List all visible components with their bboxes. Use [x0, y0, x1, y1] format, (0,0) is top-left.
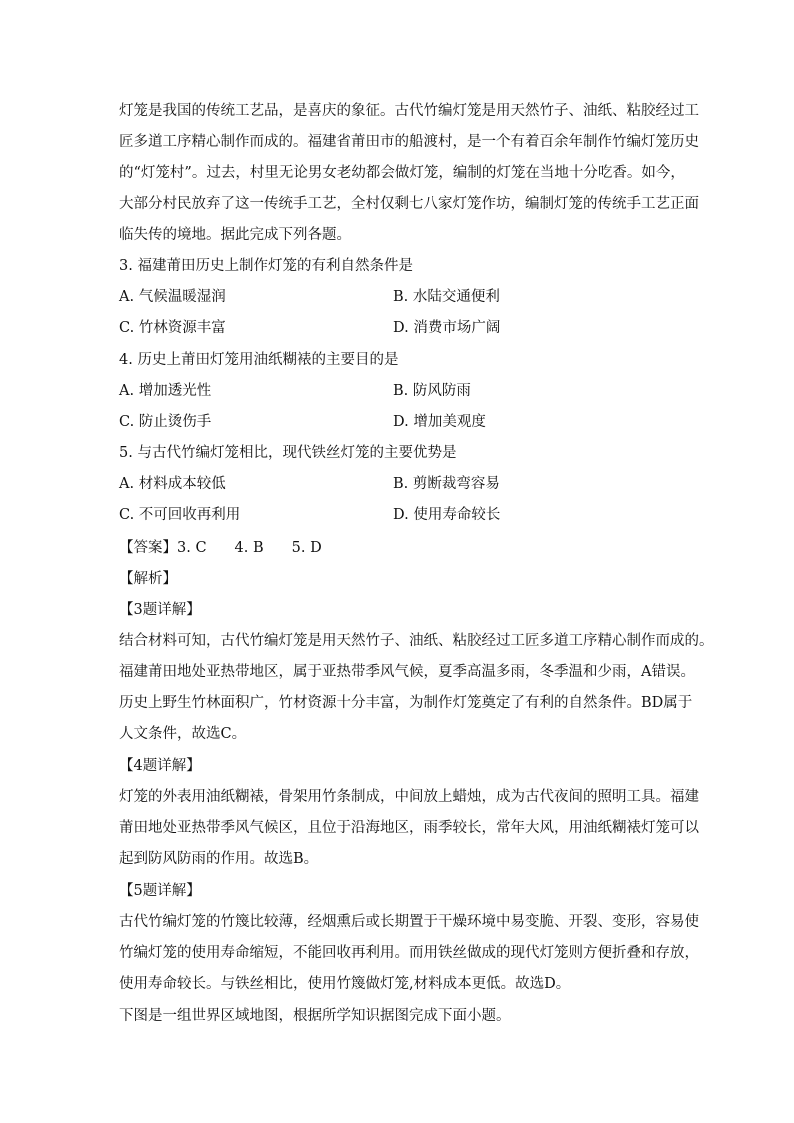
explanation-line: 竹编灯笼的使用寿命缩短，不能回收再利用。而用铁丝做成的现代灯笼则方便折叠和存放， — [119, 945, 699, 961]
passage-line: 的“灯笼村”。过去，村里无论男女老幼都会做灯笼，编制的灯笼在当地十分吃香。如今， — [119, 165, 685, 181]
explanation-line: 古代竹编灯笼的竹篾比较薄，经烟熏后或长期置于干燥环境中易变脆、开裂、变形，容易使 — [119, 914, 699, 930]
question-5-stem: 5. 与古代竹编灯笼相比，现代铁丝灯笼的主要优势是 — [119, 445, 457, 461]
question-3-option-c: C. 竹林资源丰富 — [119, 320, 226, 336]
explanation-line: 灯笼的外表用油纸糊裱，骨架用竹条制成，中间放上蜡烛，成为古代夜间的照明工具。福建 — [119, 789, 699, 805]
passage-line: 灯笼是我国的传统工艺品，是喜庆的象征。古代竹编灯笼是用天然竹子、油纸、粘胶经过工 — [119, 103, 699, 119]
answer-line — [119, 533, 322, 564]
explanation-4-body — [119, 782, 699, 875]
question-3-option-d: D. 消费市场广阔 — [393, 320, 501, 336]
question-4-option-c: C. 防止烫伤手 — [119, 414, 212, 430]
reading-passage — [119, 96, 699, 251]
question-4-stem: 4. 历史上莆田灯笼用油纸糊裱的主要目的是 — [119, 352, 399, 368]
explanation-5-body — [119, 907, 699, 1000]
explanation-4-heading: 【4题详解】 — [119, 758, 201, 774]
closing-instruction: 下图是一组世界区域地图，根据所学知识据图完成下面小题。 — [119, 1008, 511, 1024]
answer-item: 3. C — [177, 540, 207, 556]
question-4-option-b: B. 防风防雨 — [393, 383, 471, 399]
explanation-3-heading: 【3题详解】 — [119, 602, 201, 618]
question-5-option-c: C. 不可回收再利用 — [119, 507, 241, 523]
question-3-option-b: B. 水陆交通便利 — [393, 289, 500, 305]
question-4-option-a: A. 增加透光性 — [119, 383, 212, 399]
explanation-line: 福建莆田地处亚热带地区，属于亚热带季风气候，夏季高温多雨，冬季温和少雨，A错误。 — [119, 664, 695, 680]
analysis-label: 【解析】 — [119, 571, 177, 587]
explanation-line: 历史上野生竹林面积广，竹材资源十分丰富，为制作灯笼奠定了有利的自然条件。BD属于 — [119, 695, 693, 711]
explanation-line: 莆田地处亚热带季风气候区，且位于沿海地区，雨季较长，常年大风，用油纸糊裱灯笼可以 — [119, 820, 699, 836]
question-3-option-a: A. 气候温暖湿润 — [119, 289, 226, 305]
passage-line: 临失传的境地。据此完成下列各题。 — [119, 227, 351, 243]
question-4-option-d: D. 增加美观度 — [393, 414, 486, 430]
explanation-line: 起到防风防雨的作用。故选B。 — [119, 851, 319, 867]
answer-item: 4. B — [234, 540, 264, 556]
explanation-line: 人文条件，故选C。 — [119, 726, 247, 742]
explanation-5-heading: 【5题详解】 — [119, 883, 201, 899]
question-5-option-a: A. 材料成本较低 — [119, 476, 226, 492]
explanation-3-body — [119, 626, 714, 750]
answer-item: 5. D — [291, 540, 322, 556]
question-5-option-b: B. 剪断裁弯容易 — [393, 476, 500, 492]
passage-line: 大部分村民放弃了这一传统手工艺，全村仅剩七八家灯笼作坊，编制灯笼的传统手工艺正面 — [119, 196, 699, 212]
question-5-option-d: D. 使用寿命较长 — [393, 507, 501, 523]
answer-label: 【答案】 — [119, 540, 177, 556]
passage-line: 匠多道工序精心制作而成的。福建省莆田市的船渡村，是一个有着百余年制作竹编灯笼历史 — [119, 134, 699, 150]
explanation-line: 使用寿命较长。与铁丝相比，使用竹篾做灯笼,材料成本更低。故选D。 — [119, 976, 571, 992]
question-3-stem: 3. 福建莆田历史上制作灯笼的有利自然条件是 — [119, 258, 413, 274]
explanation-line: 结合材料可知，古代竹编灯笼是用天然竹子、油纸、粘胶经过工匠多道工序精心制作而成的。 — [119, 633, 714, 649]
